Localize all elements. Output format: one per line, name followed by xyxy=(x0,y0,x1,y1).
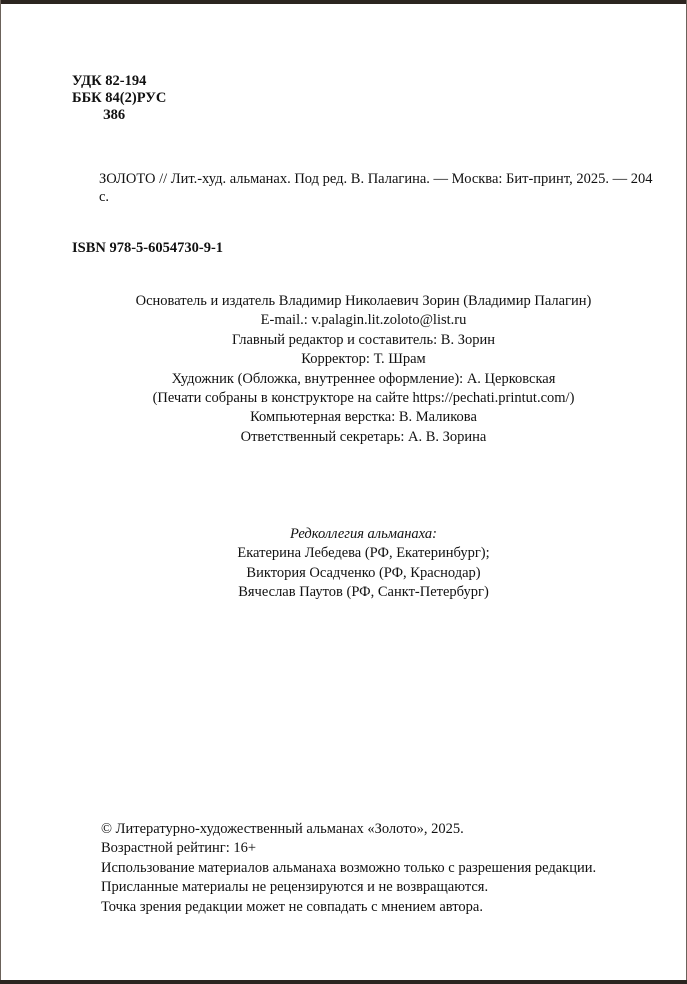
credit-secretary: Ответственный секретарь: А. В. Зорина xyxy=(240,428,487,445)
legal-notice xyxy=(101,820,681,917)
isbn: ISBN 978-5-6054730-9-1 xyxy=(72,240,224,256)
credit-layout: Компьютерная верстка: В. Маликова xyxy=(250,409,477,426)
usage-notice: Использование материалов альманаха возможно только с разрешения редакции. xyxy=(101,859,597,876)
credit-stamps-note: (Печати собраны в конструкторе на сайте https://pechati.printut.com/) xyxy=(152,390,575,407)
copyright-line: © Литературно-художественный альманах «Золото», 2025. xyxy=(101,821,464,837)
credits-block xyxy=(40,292,687,447)
credit-founder: Основатель и издатель Владимир Николаевич Зорин (Владимир Палагин) xyxy=(135,293,592,309)
author-mark: З86 xyxy=(103,107,126,123)
page-border-bottom xyxy=(0,980,687,984)
disclaimer: Точка зрения редакции может не совпадать с мнением автора. xyxy=(101,898,483,915)
board-member: Виктория Осадченко (РФ, Краснодар) xyxy=(246,564,481,581)
submissions-notice: Присланные материалы не рецензируются и не возвращаются. xyxy=(101,879,489,896)
credit-artist: Художник (Обложка, внутреннее оформление): А. Церковская xyxy=(171,370,556,387)
credit-email: E-mail.: v.palagin.lit.zoloto@list.ru xyxy=(260,312,467,329)
age-rating: Возрастной рейтинг: 16+ xyxy=(101,840,257,857)
editorial-board xyxy=(40,525,687,603)
bbk-code: ББК 84(2)РУС xyxy=(72,90,167,106)
bibliographic-record: ЗОЛОТО // Лит.-худ. альманах. Под ред. В. Палагина. — Москва: Бит-принт, 2025. — 204 с. xyxy=(99,171,653,205)
credit-chief-editor: Главный редактор и составитель: В. Зорин xyxy=(231,331,496,348)
board-member: Вячеслав Паутов (РФ, Санкт-Петербург) xyxy=(238,584,489,601)
udc-code: УДК 82-194 xyxy=(72,73,147,89)
classification-codes xyxy=(72,73,166,124)
board-member: Екатерина Лебедева (РФ, Екатеринбург); xyxy=(237,545,490,562)
credit-proofreader: Корректор: Т. Шрам xyxy=(301,351,426,368)
editorial-board-title: Редколлегия альманаха: xyxy=(289,526,438,542)
